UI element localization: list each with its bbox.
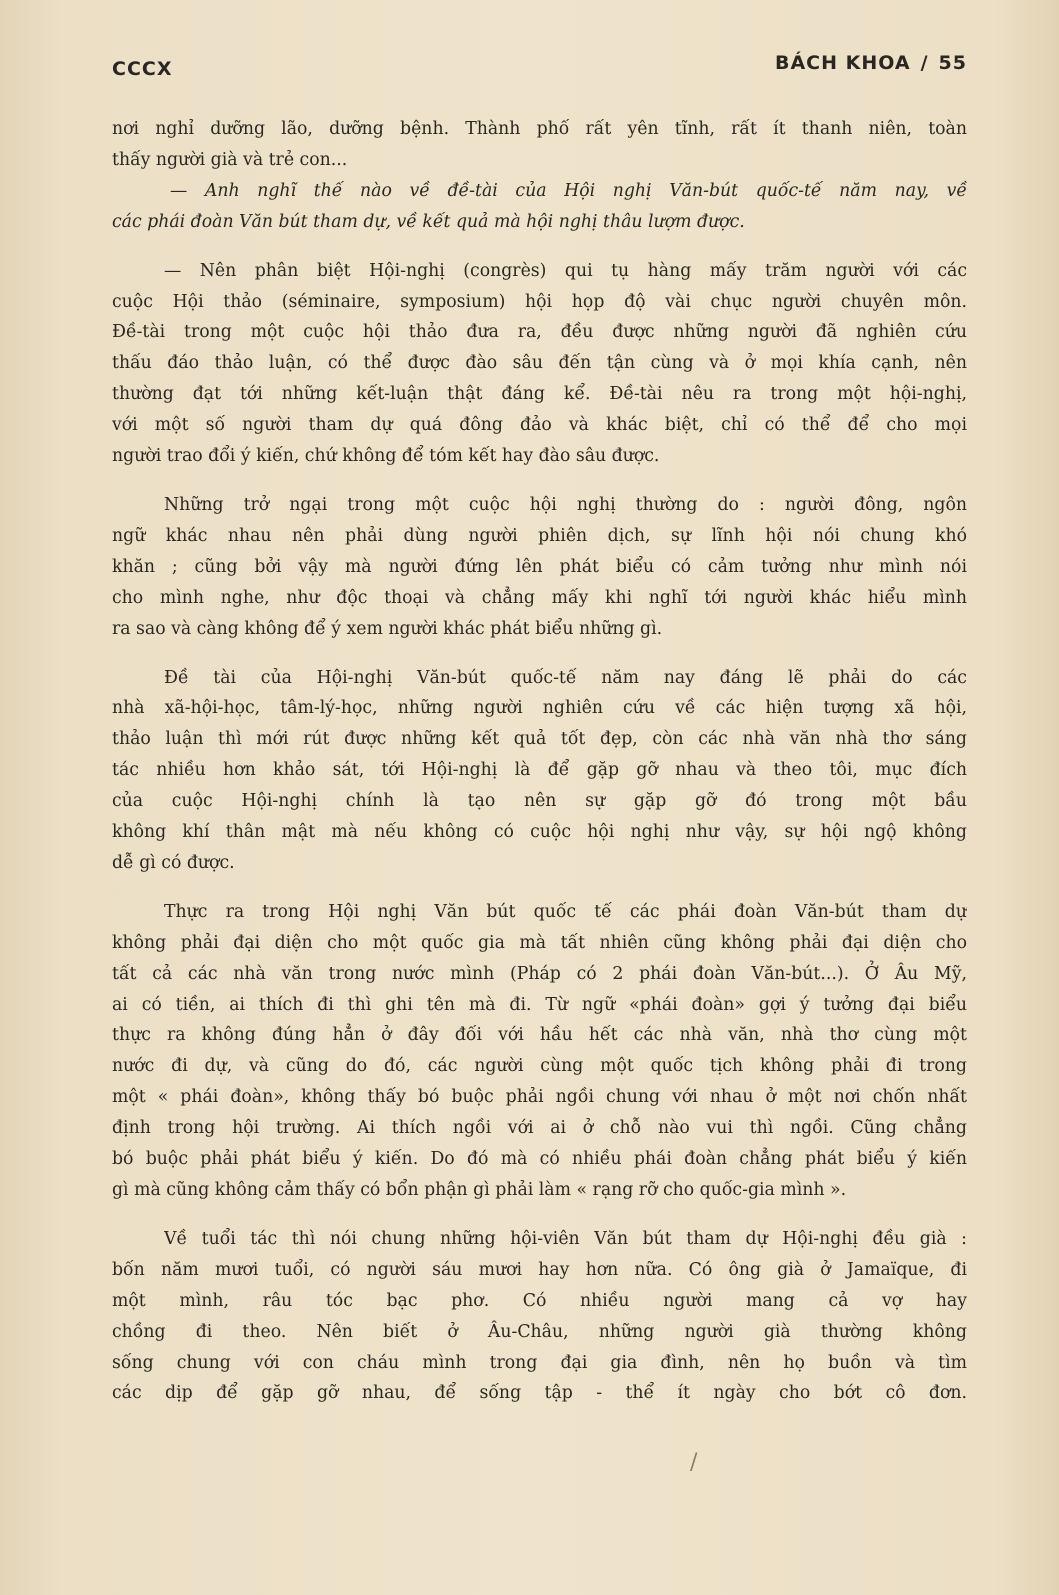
text-line: thực ra không đúng hẳn ở đây đối với hầu hết các nhà văn, nhà thơ cùng một xyxy=(112,1025,967,1046)
paragraph xyxy=(112,897,967,1206)
text-line: nơi nghỉ dưỡng lão, dưỡng bệnh. Thành phố rất yên tĩnh, rất ít thanh niên, toàn xyxy=(112,119,967,139)
text-line: một « phái đoàn», không thấy bó buộc phải ngồi chung với nhau ở một nơi chốn nhất xyxy=(112,1087,967,1108)
text-line: tác nhiều hơn khảo sát, tới Hội-nghị là để gặp gỡ nhau và theo tôi, mục đích xyxy=(112,760,967,781)
text-line: Những trở ngại trong một cuộc hội nghị thường do : người đông, ngôn xyxy=(164,494,967,515)
text-line: nước đi dự, và cũng do đó, các người cùng một quốc tịch không phải đi trong xyxy=(112,1056,967,1077)
text-line: Về tuổi tác thì nói chung những hội-viên Văn bút tham dự Hội-nghị đều già : xyxy=(164,1228,967,1249)
text-line: không khí thân mật mà nếu không có cuộc hội nghị như vậy, sự hội ngộ không xyxy=(112,822,967,843)
magazine-title: BÁCH KHOA xyxy=(774,52,911,74)
text-line: một mình, râu tóc bạc phơ. Có nhiều người mang cả vợ hay xyxy=(112,1290,967,1311)
paragraph xyxy=(112,663,967,879)
text-line: định trong hội trường. Ai thích ngồi với ai ở chỗ nào vui thì ngồi. Cũng chẳng xyxy=(112,1118,967,1139)
header-separator: / xyxy=(920,52,929,74)
text-line: cuộc Hội thảo (séminaire, symposium) hội họp độ vài chục người chuyên môn. xyxy=(112,291,967,312)
text-line: bó buộc phải phát biểu ý kiến. Do đó mà có nhiều phái đoàn chẳng phát biểu ý kiến xyxy=(112,1149,967,1170)
text-line: — Nên phân biệt Hội-nghị (congrès) qui tụ hàng mấy trăm người với các xyxy=(164,260,967,281)
paragraph xyxy=(112,1224,967,1409)
text-line: Thực ra trong Hội nghị Văn bút quốc tế các phái đoàn Văn-bút tham dự xyxy=(164,901,967,922)
text-line: sống chung với con cháu mình trong đại gia đình, nên họ buồn và tìm xyxy=(112,1352,967,1373)
text-line: các dịp để gặp gỡ nhau, để sống tập - thể ít ngày cho bớt cô đơn. xyxy=(112,1383,967,1404)
header-section-number: CCCX xyxy=(112,58,173,80)
text-line: thường đạt tới những kết-luận thật đáng kể. Đề-tài nêu ra trong một hội-nghị, xyxy=(112,384,967,405)
running-header xyxy=(112,52,967,86)
article-body xyxy=(112,114,967,1409)
text-line: gì mà cũng không cảm thấy có bổn phận gì phải làm « rạng rỡ cho quốc-gia mình ». xyxy=(112,1180,847,1200)
paragraph xyxy=(112,490,967,645)
text-line: Đề tài của Hội-nghị Văn-bút quốc-tế năm nay đáng lẽ phải do các xyxy=(164,667,967,688)
page-mark-icon: / xyxy=(690,1450,698,1475)
text-line: không phải đại diện cho một quốc gia mà tất nhiên cũng không phải đại diện cho xyxy=(112,932,967,953)
text-line: ngữ khác nhau nên phải dùng người phiên dịch, sự lĩnh hội nói chung khó xyxy=(112,525,967,546)
text-line: khăn ; cũng bởi vậy mà người đứng lên phát biểu có cảm tưởng như mình nói xyxy=(112,556,967,577)
text-line: dễ gì có được. xyxy=(112,852,235,873)
text-line: Đề-tài trong một cuộc hội thảo đưa ra, đều được những người đã nghiên cứu xyxy=(112,322,967,343)
text-line: thảo luận thì mới rút được những kết quả tốt đẹp, còn các nhà văn nhà thơ sáng xyxy=(112,729,967,750)
paragraph xyxy=(112,256,967,472)
text-line: thấu đáo thảo luận, có thể được đào sâu đến tận cùng và ở mọi khía cạnh, nên xyxy=(112,353,967,374)
text-line: các phái đoàn Văn bút tham dự, về kết quả mà hội nghị thâu lượm được. xyxy=(112,211,745,232)
text-line: tất cả các nhà văn trong nước mình (Pháp có 2 phái đoàn Văn-bút...). Ở Âu Mỹ, xyxy=(112,963,967,984)
interview-question xyxy=(112,176,967,238)
text-line: ai có tiền, ai thích đi thì ghi tên mà đi. Từ ngữ «phái đoàn» gợi ý tưởng đại biểu xyxy=(112,994,967,1015)
text-line: — Anh nghĩ thế nào về đề-tài của Hội nghị Văn-bút quốc-tế năm nay, về xyxy=(170,180,967,201)
text-line: với một số người tham dự quá đông đảo và khác biệt, chỉ có thể để cho mọi xyxy=(112,415,967,436)
text-line: bốn năm mươi tuổi, có người sáu mươi hay hơn nữa. Có ông già ở Jamaïque, đi xyxy=(112,1259,967,1280)
header-right xyxy=(775,52,967,74)
text-line: ra sao và càng không để ý xem người khác phát biểu những gì. xyxy=(112,618,663,639)
text-line: nhà xã-hội-học, tâm-lý-học, những người nghiên cứu về các hiện tượng xã hội, xyxy=(112,698,967,719)
paragraph xyxy=(112,114,967,176)
page-number: 55 xyxy=(938,52,967,74)
text-line: thấy người già và trẻ con... xyxy=(112,149,348,170)
text-line: người trao đổi ý kiến, chứ không để tóm kết hay đào sâu được. xyxy=(112,446,660,467)
text-line: chồng đi theo. Nên biết ở Âu-Châu, những người già thường không xyxy=(112,1321,967,1342)
text-line: của cuộc Hội-nghị chính là tạo nên sự gặp gỡ đó trong một bầu xyxy=(112,791,967,812)
text-line: cho mình nghe, như độc thoại và chẳng mấy khi nghĩ tới người khác hiểu mình xyxy=(112,587,967,608)
